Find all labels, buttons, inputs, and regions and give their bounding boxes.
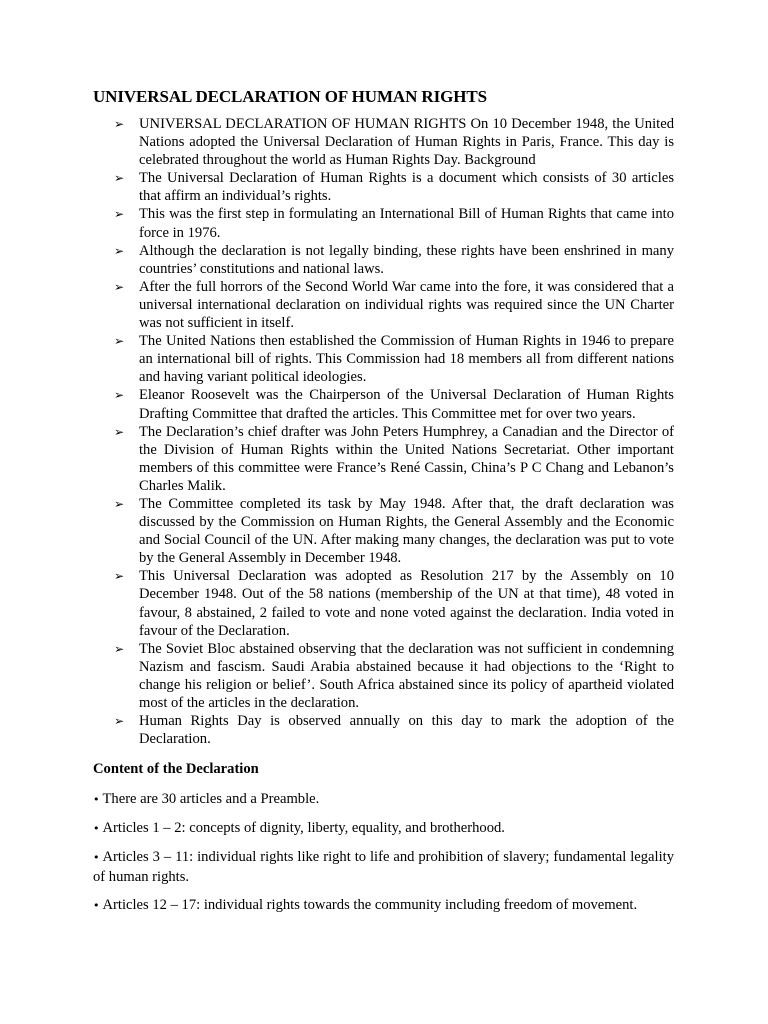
- list-item-text: Although the declaration is not legally binding, these rights have been enshrined in many countries’ constitutions and national laws.: [139, 242, 674, 277]
- list-item: [93, 386, 674, 422]
- list-item-text: The Soviet Bloc abstained observing that the declaration was not sufficient in condemning Nazism and fascism. Saudi Arabia abstained because it had objections to the ‘Right to change his religion or belief’. South Africa abstained since its policy of apartheid violated most of the articles in the declaration.: [139, 640, 674, 711]
- list-item: [93, 332, 674, 386]
- list-item: [93, 242, 674, 278]
- list-item: [93, 567, 674, 639]
- content-item: [93, 848, 674, 885]
- list-item-text: The United Nations then established the Commission of Human Rights in 1946 to prepare an international bill of rights. This Commission had 18 members all from different nations and having variant political ideologies.: [139, 333, 674, 386]
- background-points-list: [93, 115, 674, 748]
- list-item: [93, 423, 674, 495]
- list-item-text: Human Rights Day is observed annually on this day to mark the adoption of the Declaration.: [139, 713, 674, 748]
- list-item: [93, 495, 674, 567]
- arrow-bullet-icon: ➢: [114, 388, 125, 403]
- bullet-dot-icon: •: [93, 898, 100, 912]
- bullet-dot-icon: •: [93, 793, 100, 807]
- arrow-bullet-icon: ➢: [114, 424, 125, 439]
- arrow-bullet-icon: ➢: [114, 279, 125, 294]
- content-item-text: Articles 12 – 17: individual rights towards the community including freedom of movement.: [102, 896, 638, 913]
- list-item: [93, 115, 674, 169]
- list-item-text: The Committee completed its task by May 1948. After that, the draft declaration was discussed by the Commission on Human Rights, the General Assembly and the Economic and Social Council of the UN. After making many changes, the declaration was put to vote by the General Assembly in December 1948.: [139, 495, 674, 567]
- content-item: [93, 896, 674, 915]
- list-item-text: The Universal Declaration of Human Rights is a document which consists of 30 articles that affirm an individual’s rights.: [139, 170, 674, 205]
- list-item-text: The Declaration’s chief drafter was John Peters Humphrey, a Canadian and the Director of the Division of Human Rights within the United Nations Secretariat. Other important members of this committee were France’s René Cassin, China’s P C Chang and Lebanon’s Charles Malik.: [139, 423, 674, 494]
- arrow-bullet-icon: ➢: [114, 569, 125, 584]
- list-item-text: After the full horrors of the Second World War came into the fore, it was considered that a universal international declaration on individual rights was required since the UN Charter was not sufficient in itself.: [139, 278, 674, 332]
- arrow-bullet-icon: ➢: [114, 641, 125, 656]
- arrow-bullet-icon: ➢: [114, 243, 125, 258]
- arrow-bullet-icon: ➢: [114, 171, 125, 186]
- content-item: [93, 819, 674, 838]
- arrow-bullet-icon: ➢: [114, 117, 125, 131]
- bullet-dot-icon: •: [93, 851, 100, 865]
- content-item: [93, 790, 674, 809]
- list-item: [93, 712, 674, 748]
- arrow-bullet-icon: ➢: [114, 496, 125, 511]
- arrow-bullet-icon: ➢: [114, 207, 125, 222]
- arrow-bullet-icon: ➢: [114, 334, 125, 349]
- document-title: UNIVERSAL DECLARATION OF HUMAN RIGHTS: [93, 87, 487, 106]
- bullet-dot-icon: •: [93, 822, 100, 836]
- list-item-text: This was the first step in formulating an International Bill of Human Rights that came into force in 1976.: [139, 206, 674, 241]
- list-item-text: UNIVERSAL DECLARATION OF HUMAN RIGHTS On 10 December 1948, the United Nations adopted the Universal Declaration of Human Rights in Paris, France. This day is celebrated throughout the world as Human Rights Day. Background: [139, 116, 674, 169]
- document-page: [93, 86, 674, 915]
- list-item: [93, 205, 674, 241]
- arrow-bullet-icon: ➢: [114, 714, 125, 729]
- list-item: [93, 169, 674, 205]
- section-heading: Content of the Declaration: [93, 761, 259, 778]
- list-item-text: Eleanor Roosevelt was the Chairperson of the Universal Declaration of Human Rights Drafting Committee that drafted the articles. This Committee met for over two years.: [139, 387, 674, 422]
- list-item: [93, 278, 674, 332]
- content-item-text: Articles 3 – 11: individual rights like right to life and prohibition of slavery; fundamental legality of human rights.: [93, 849, 674, 885]
- list-item-text: This Universal Declaration was adopted as Resolution 217 by the Assembly on 10 December 1948. Out of the 58 nations (membership of the UN at that time), 48 voted in favour, 8 abstained, 2 failed to vote and none voted against the declaration. India voted in favour of the Declaration.: [139, 568, 674, 639]
- content-item-text: There are 30 articles and a Preamble.: [102, 791, 320, 808]
- list-item: [93, 640, 674, 712]
- content-item-text: Articles 1 – 2: concepts of dignity, liberty, equality, and brotherhood.: [102, 820, 505, 837]
